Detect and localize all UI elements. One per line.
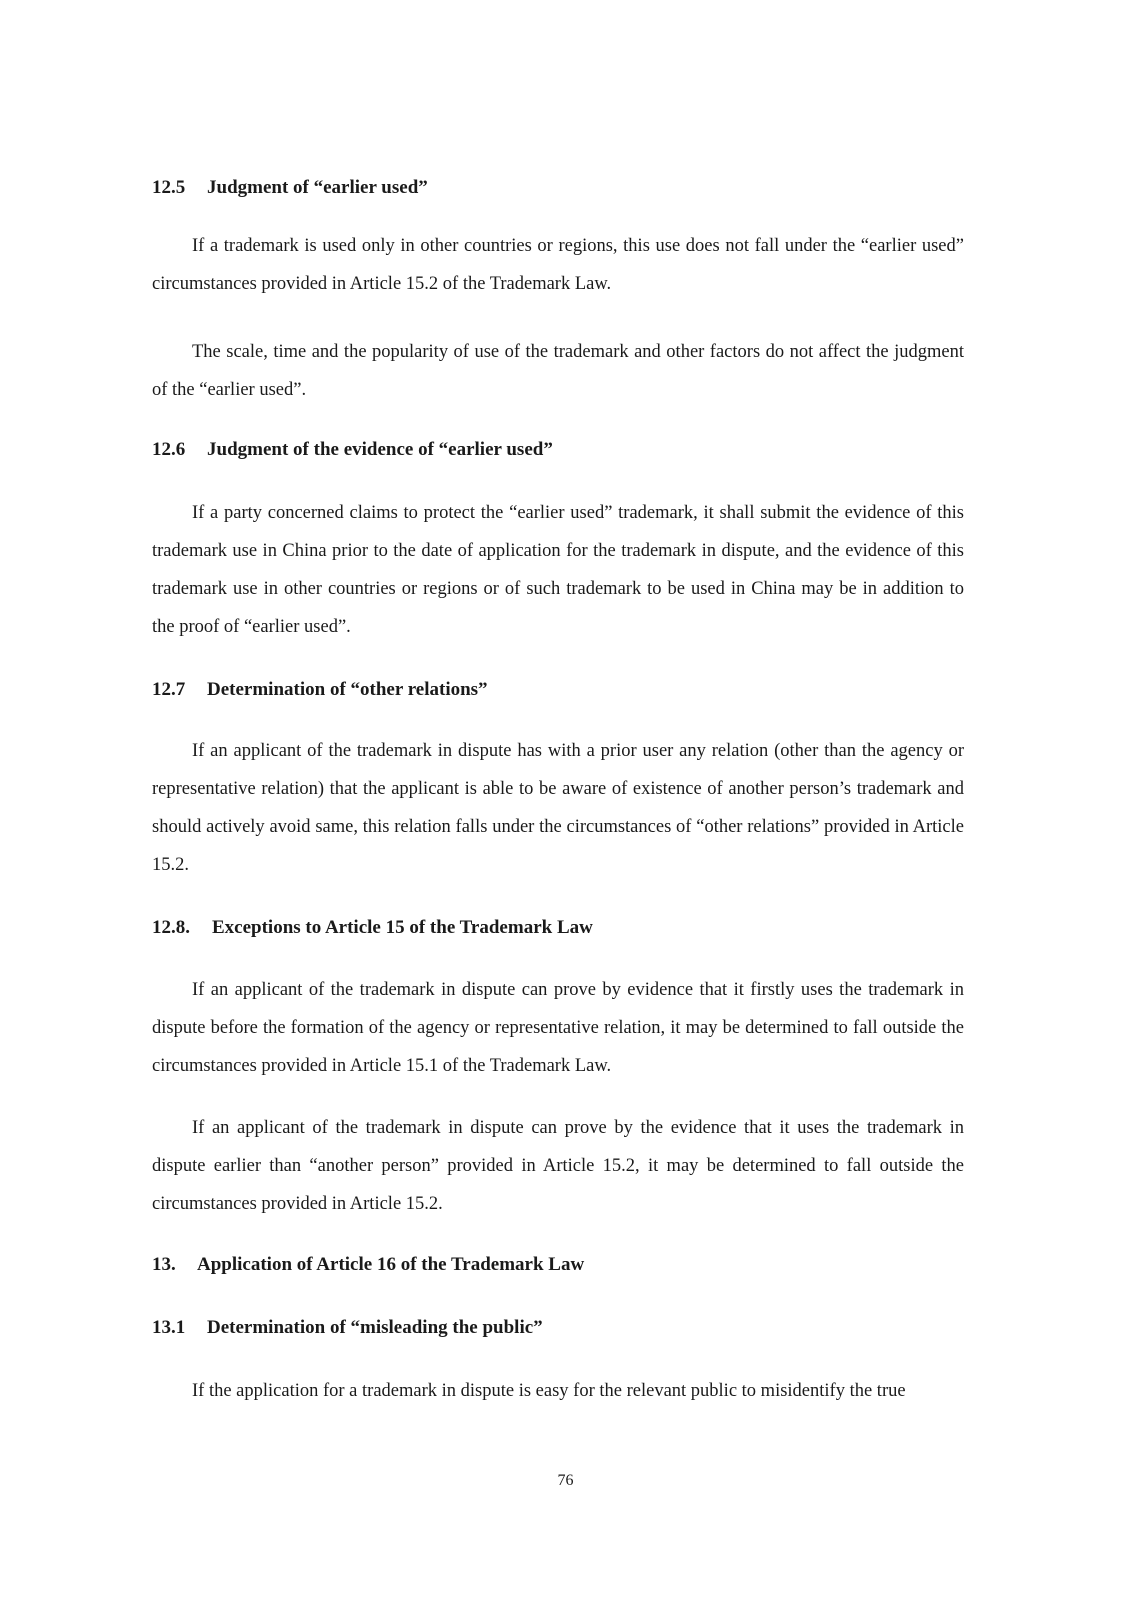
section-title: Determination of “other relations”	[207, 679, 488, 700]
section-number: 13.1	[152, 1317, 186, 1338]
section-heading-13-1	[152, 1316, 543, 1340]
paragraph: The scale, time and the popularity of use of the trademark and other factors do not affect the judgment of the “earlier used”.	[152, 342, 964, 400]
paragraph: If an applicant of the trademark in dispute has with a prior user any relation (other than the agency or representative relation) that the applicant is able to be aware of existence of another person’s trademark and should actively avoid same, this relation falls under the circumstances of “other relations” provided in Article 15.2.	[152, 741, 964, 875]
section-title: Exceptions to Article 15 of the Trademark Law	[212, 917, 593, 938]
section-number: 12.6	[152, 439, 186, 460]
paragraph: If a party concerned claims to protect the “earlier used” trademark, it shall submit the evidence of this trademark use in China prior to the date of application for the trademark in dispute, and the evidence of this trademark use in other countries or regions or of such trademark to be used in China may be in addition to the proof of “earlier used”.	[152, 503, 964, 637]
section-number: 13.	[152, 1254, 176, 1275]
paragraph: If the application for a trademark in dispute is easy for the relevant public to misidentify the true	[192, 1381, 906, 1401]
section-title: Judgment of “earlier used”	[207, 177, 428, 198]
page-number: 76	[557, 1472, 574, 1489]
section-title: Determination of “misleading the public”	[207, 1317, 543, 1338]
section-number: 12.8.	[152, 917, 190, 938]
section-title: Judgment of the evidence of “earlier used”	[207, 439, 553, 460]
section-number: 12.5	[152, 177, 186, 198]
section-heading-12-5	[152, 176, 428, 200]
section-title: Application of Article 16 of the Trademark Law	[197, 1254, 585, 1275]
section-heading-12-6	[152, 438, 553, 462]
section-heading-12-7	[152, 678, 488, 702]
paragraph: If a trademark is used only in other countries or regions, this use does not fall under the “earlier used” circumstances provided in Article 15.2 of the Trademark Law.	[152, 236, 964, 294]
paragraph: If an applicant of the trademark in dispute can prove by evidence that it firstly uses the trademark in dispute before the formation of the agency or representative relation, it may be determined to fall outside the circumstances provided in Article 15.1 of the Trademark Law.	[152, 980, 964, 1076]
section-heading-12-8	[152, 916, 593, 940]
section-number: 12.7	[152, 679, 186, 700]
paragraph: If an applicant of the trademark in dispute can prove by the evidence that it uses the trademark in dispute earlier than “another person” provided in Article 15.2, it may be determined to fall outside the circumstances provided in Article 15.2.	[152, 1118, 964, 1214]
section-heading-13	[152, 1253, 584, 1277]
